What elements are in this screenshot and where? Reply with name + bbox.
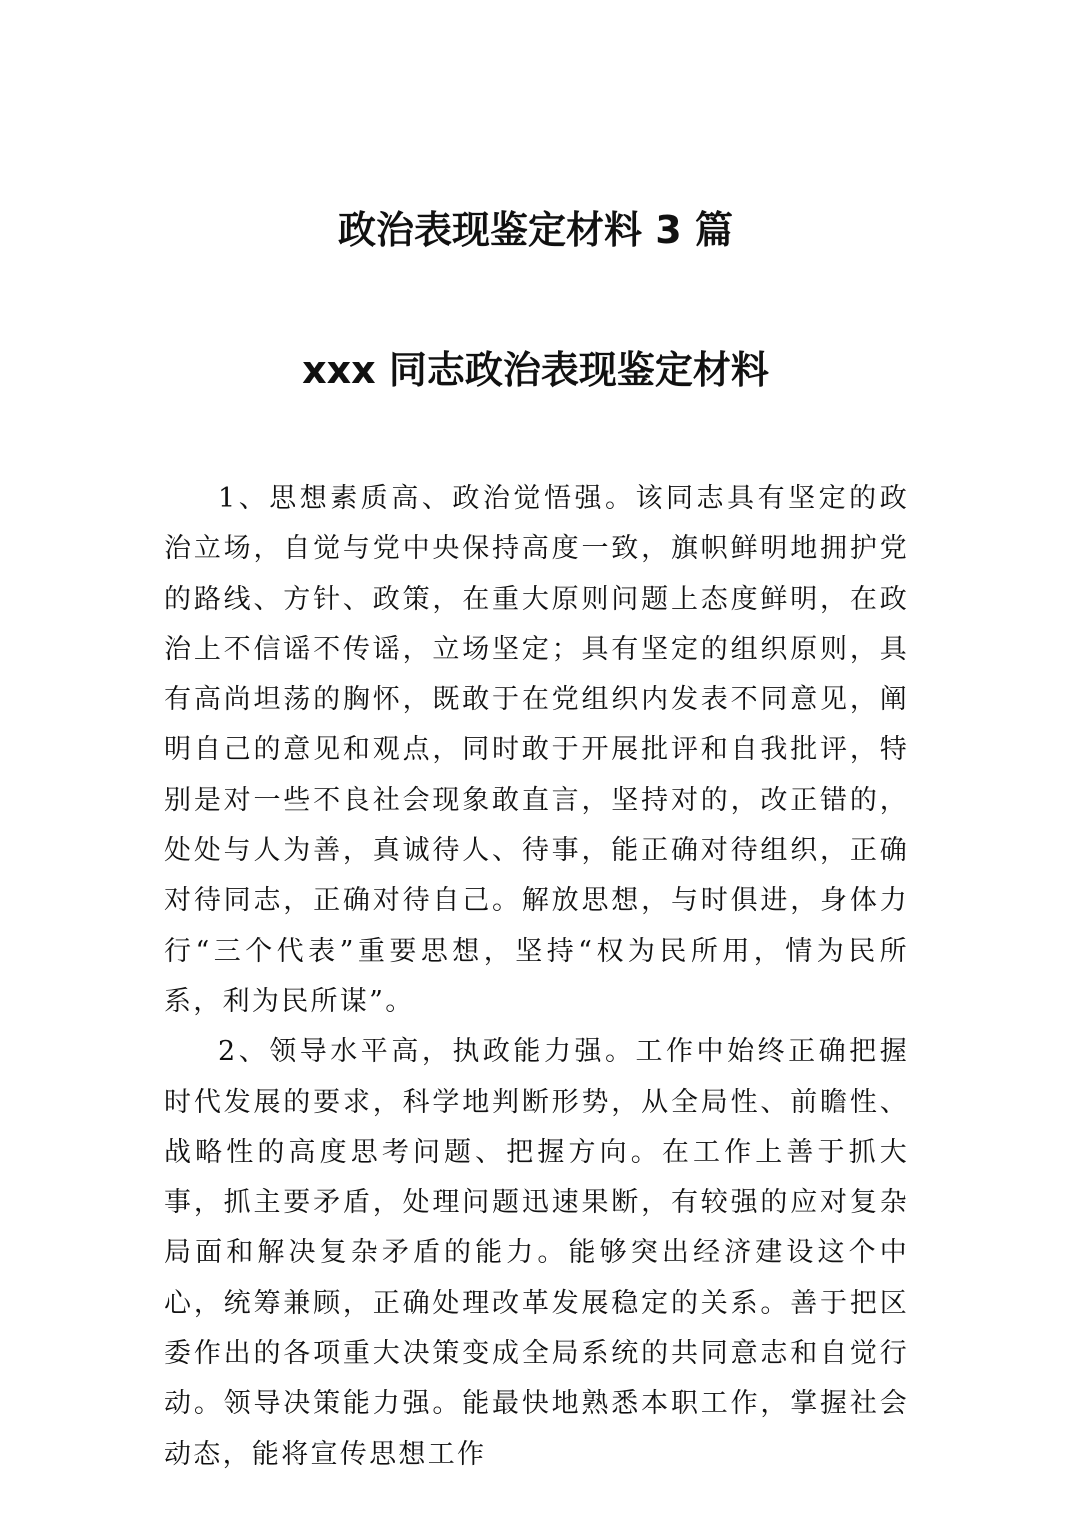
paragraph-1: 1、思想素质高、政治觉悟强。该同志具有坚定的政治立场，自觉与党中央保持高度一致，旗帜鲜明地拥护党的路线、方针、政策，在重大原则问题上态度鲜明，在政治上不信谣不传谣，立场坚定；具有坚定的组织原则，具有高尚坦荡的胸怀，既敢于在党组织内发表不同意见，阐明自己的意见和观点，同时敢于开展批评和自我批评，特别是对一些不良社会现象敢直言，坚持对的，改正错的，处处与人为善，真诚待人、待事，能正确对待组织，正确对待同志，正确对待自己。解放思想，与时俱进，身体力行“三个代表”重要思想，坚持“权为民所用，情为民所系，利为民所谋”。 xyxy=(164,483,909,1017)
document-body xyxy=(164,474,909,1480)
document-title: 政治表现鉴定材料 3 篇 xyxy=(338,208,733,252)
paragraph-2: 2、领导水平高，执政能力强。工作中始终正确把握时代发展的要求，科学地判断形势，从全局性、前瞻性、战略性的高度思考问题、把握方向。在工作上善于抓大事，抓主要矛盾，处理问题迅速果断，有较强的应对复杂局面和解决复杂矛盾的能力。能够突出经济建设这个中心，统筹兼顾，正确处理改革发展稳定的关系。善于把区委作出的各项重大决策变成全局系统的共同意志和自觉行动。领导决策能力强。能最快地熟悉本职工作，掌握社会动态，能将宣传思想工作 xyxy=(164,1036,909,1470)
document-subtitle: xxx 同志政治表现鉴定材料 xyxy=(302,348,769,392)
